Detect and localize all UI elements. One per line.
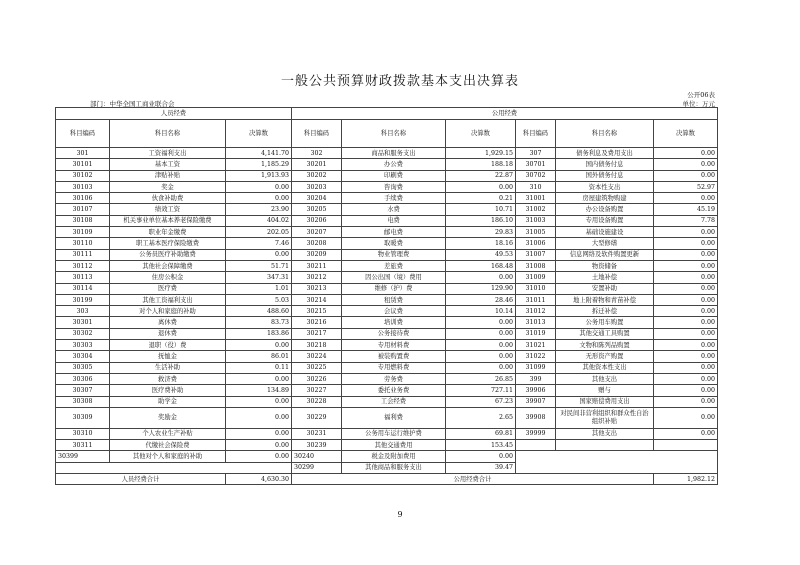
table-cell: 医疗费补助 (110, 385, 226, 396)
table-cell: 会议费 (342, 306, 446, 317)
table-cell: 退休费 (110, 328, 226, 339)
table-cell: 30107 (56, 204, 110, 215)
table-cell: 30206 (292, 215, 342, 226)
table-cell: 31099 (516, 362, 556, 373)
section-personnel: 人员经费 (56, 108, 292, 120)
table-cell: 31010 (516, 283, 556, 294)
table-cell: 67.23 (446, 396, 516, 407)
header-code: 科目编码 (56, 120, 110, 148)
table-cell: 30304 (56, 351, 110, 362)
table-cell: 印刷费 (342, 170, 446, 181)
table-cell: 30212 (292, 272, 342, 283)
table-cell: 0.00 (654, 407, 718, 428)
table-cell: 0.00 (446, 181, 516, 192)
table-cell: 30227 (292, 385, 342, 396)
table-cell: 30217 (292, 328, 342, 339)
table-row (56, 306, 718, 317)
public-total-label: 公用经费合计 (292, 474, 654, 485)
table-row (56, 193, 718, 204)
table-cell: 307 (516, 148, 556, 159)
table-cell: 52.97 (654, 181, 718, 192)
table-cell: 劳务费 (342, 373, 446, 384)
table-cell: 0.00 (226, 451, 292, 462)
table-cell: 39.47 (446, 462, 516, 473)
table-cell: 302 (292, 148, 342, 159)
table-cell: 公务用车运行维护费 (342, 428, 446, 439)
table-cell: 30239 (292, 440, 342, 451)
table-cell: 退职（役）费 (110, 340, 226, 351)
table-cell: 31012 (516, 306, 556, 317)
table-row (56, 451, 718, 462)
table-cell: 4,141.70 (226, 148, 292, 159)
table-cell: 69.81 (446, 428, 516, 439)
table-cell: 物资储备 (556, 260, 654, 271)
table-cell: 助学金 (110, 396, 226, 407)
table-cell: 0.00 (654, 306, 718, 317)
table-cell: 土地补偿 (556, 272, 654, 283)
page-number: 9 (397, 510, 403, 519)
header-code: 科目编码 (292, 120, 342, 148)
table-cell: 30111 (56, 249, 110, 260)
table-cell: 153.45 (446, 440, 516, 451)
table-row (56, 249, 718, 260)
table-cell: 0.00 (654, 317, 718, 328)
table-cell: 0.00 (654, 328, 718, 339)
table-cell: 咨询费 (342, 181, 446, 192)
table-cell: 30213 (292, 283, 342, 294)
table-cell: 大型修缮 (556, 238, 654, 249)
table-cell: 其他交通费用 (342, 440, 446, 451)
section-public: 公用经费 (292, 108, 718, 120)
table-cell: 30226 (292, 373, 342, 384)
table-cell: 30701 (516, 159, 556, 170)
table-cell: 39999 (516, 428, 556, 439)
table-cell: 委托业务费 (342, 385, 446, 396)
table-cell: 30311 (56, 440, 110, 451)
table-cell: 30299 (292, 462, 342, 473)
expenditure-table (55, 107, 718, 485)
table-cell: 工会经费 (342, 396, 446, 407)
table-cell: 0.00 (654, 351, 718, 362)
table-cell: 30224 (292, 351, 342, 362)
header-name: 科目名称 (342, 120, 446, 148)
table-cell: 31002 (516, 204, 556, 215)
table-cell: 30309 (56, 407, 110, 428)
table-cell: 安置补助 (556, 283, 654, 294)
table-cell: 30231 (292, 428, 342, 439)
table-row (56, 328, 718, 339)
table-cell: 30208 (292, 238, 342, 249)
table-cell (556, 440, 654, 451)
table-cell: 301 (56, 148, 110, 159)
table-cell: 303 (56, 306, 110, 317)
table-cell: 45.19 (654, 204, 718, 215)
table-cell: 0.00 (654, 373, 718, 384)
table-cell: 0.00 (654, 170, 718, 181)
table-cell: 基本工资 (110, 159, 226, 170)
table-cell: 30114 (56, 283, 110, 294)
table-row (56, 148, 718, 159)
table-row (56, 204, 718, 215)
table-cell: 0.11 (226, 362, 292, 373)
table-row (56, 440, 718, 451)
table-cell: 30228 (292, 396, 342, 407)
table-cell: 0.00 (446, 340, 516, 351)
table-cell: 30218 (292, 340, 342, 351)
table-cell: 其他对个人和家庭的补助 (110, 451, 226, 462)
table-cell: 30108 (56, 215, 110, 226)
header-amount: 决算数 (654, 120, 718, 148)
table-cell: 文物和陈列品购置 (556, 340, 654, 351)
unit-label: 单位：万元 (682, 100, 715, 108)
table-cell: 7.46 (226, 238, 292, 249)
table-cell: 30201 (292, 159, 342, 170)
table-cell: 津贴补贴 (110, 170, 226, 181)
table-cell: 30216 (292, 317, 342, 328)
table-cell: 医疗费 (110, 283, 226, 294)
table-cell: 10.14 (446, 306, 516, 317)
table-cell: 离休费 (110, 317, 226, 328)
table-cell: 其他社会保障缴费 (110, 260, 226, 271)
table-cell: 职业年金缴费 (110, 227, 226, 238)
table-cell: 职工基本医疗保险缴费 (110, 238, 226, 249)
table-cell: 国家赔偿费用支出 (556, 396, 654, 407)
table-cell: 30103 (56, 181, 110, 192)
table-cell: 31005 (516, 227, 556, 238)
table-cell: 债务利息及费用支出 (556, 148, 654, 159)
table-cell: 电费 (342, 215, 446, 226)
personnel-total-label: 人员经费合计 (56, 474, 226, 485)
table-cell: 商品和服务支出 (342, 148, 446, 159)
table-cell: 公务接待费 (342, 328, 446, 339)
table-cell: 资本性支出 (556, 181, 654, 192)
table-cell: 赠与 (556, 385, 654, 396)
table-row (56, 407, 718, 428)
table-cell: 31001 (516, 193, 556, 204)
table-cell: 税金及附加费用 (342, 451, 446, 462)
table-row (56, 340, 718, 351)
form-number: 公开06表 (687, 91, 715, 99)
table-cell: 0.00 (226, 428, 292, 439)
table-cell: 0.00 (446, 362, 516, 373)
table-cell: 22.87 (446, 170, 516, 181)
table-cell: 福利费 (342, 407, 446, 428)
table-cell: 工资福利支出 (110, 148, 226, 159)
table-cell: 救济费 (110, 373, 226, 384)
table-cell: 0.00 (654, 396, 718, 407)
table-cell: 公务用车购置 (556, 317, 654, 328)
table-cell: 0.00 (226, 407, 292, 428)
personnel-total-value: 4,630.30 (226, 474, 292, 485)
table-cell: 0.00 (654, 294, 718, 305)
table-cell: 30229 (292, 407, 342, 428)
table-cell: 国内债务付息 (556, 159, 654, 170)
table-cell: 31008 (516, 260, 556, 271)
table-cell: 0.00 (654, 362, 718, 373)
table-cell: 其他支出 (556, 428, 654, 439)
section-header-row (56, 108, 718, 120)
table-cell: 30209 (292, 249, 342, 260)
table-cell: 31011 (516, 294, 556, 305)
table-cell: 30204 (292, 193, 342, 204)
table-cell: 0.00 (446, 272, 516, 283)
table-cell: 26.85 (446, 373, 516, 384)
table-cell: 727.11 (446, 385, 516, 396)
table-cell: 399 (516, 373, 556, 384)
table-cell: 129.90 (446, 283, 516, 294)
table-cell: 30301 (56, 317, 110, 328)
table-cell: 30307 (56, 385, 110, 396)
table-cell: 30109 (56, 227, 110, 238)
table-cell: 18.16 (446, 238, 516, 249)
table-cell: 0.00 (446, 451, 516, 462)
table-row (56, 238, 718, 249)
header-code: 科目编码 (516, 120, 556, 148)
table-cell: 房屋建筑物购建 (556, 193, 654, 204)
table-row (56, 159, 718, 170)
table-cell: 30215 (292, 306, 342, 317)
table-cell: 30306 (56, 373, 110, 384)
table-row (56, 351, 718, 362)
table-row (56, 373, 718, 384)
table-cell: 488.60 (226, 306, 292, 317)
table-cell: 代缴社会保险费 (110, 440, 226, 451)
table-cell: 对个人和家庭的补助 (110, 306, 226, 317)
public-total-value: 1,982.12 (654, 474, 718, 485)
table-cell (516, 440, 556, 451)
table-cell: 31022 (516, 351, 556, 362)
table-cell: 31003 (516, 215, 556, 226)
table-cell: 0.00 (654, 227, 718, 238)
table-cell: 奖励金 (110, 407, 226, 428)
table-cell: 30102 (56, 170, 110, 181)
table-cell: 生活补助 (110, 362, 226, 373)
table-cell: 物业管理费 (342, 249, 446, 260)
table-row (56, 385, 718, 396)
table-cell: 188.18 (446, 159, 516, 170)
table-cell: 202.05 (226, 227, 292, 238)
table-cell: 30110 (56, 238, 110, 249)
table-cell: 住房公积金 (110, 272, 226, 283)
table-cell: 30702 (516, 170, 556, 181)
table-cell: 0.00 (654, 283, 718, 294)
table-cell: 28.46 (446, 294, 516, 305)
table-cell: 0.00 (226, 181, 292, 192)
table-cell: 31021 (516, 340, 556, 351)
table-row (56, 215, 718, 226)
table-cell: 1,913.93 (226, 170, 292, 181)
table-cell: 30303 (56, 340, 110, 351)
table-cell: 168.48 (446, 260, 516, 271)
table-cell: 0.21 (446, 193, 516, 204)
table-cell: 30199 (56, 294, 110, 305)
table-cell: 31013 (516, 317, 556, 328)
table-cell: 29.83 (446, 227, 516, 238)
table-cell: 5.03 (226, 294, 292, 305)
table-cell: 30203 (292, 181, 342, 192)
table-cell: 专用设备购置 (556, 215, 654, 226)
table-cell: 其他工资福利支出 (110, 294, 226, 305)
department-label: 部门：中华全国工商业联合会 (90, 100, 175, 108)
table-cell: 办公费 (342, 159, 446, 170)
header-name: 科目名称 (110, 120, 226, 148)
table-cell: 30240 (292, 451, 342, 462)
table-row (56, 396, 718, 407)
table-cell: 30308 (56, 396, 110, 407)
table-row (56, 272, 718, 283)
table-cell: 30101 (56, 159, 110, 170)
table-cell: 因公出国（境）费用 (342, 272, 446, 283)
table-cell: 办公设备购置 (556, 204, 654, 215)
table-cell: 0.00 (654, 260, 718, 271)
table-cell: 10.71 (446, 204, 516, 215)
table-cell: 机关事业单位基本养老保险缴费 (110, 215, 226, 226)
table-cell: 培训费 (342, 317, 446, 328)
table-cell: 伙食补助费 (110, 193, 226, 204)
table-cell: 水费 (342, 204, 446, 215)
table-cell: 0.00 (654, 148, 718, 159)
table-cell: 0.00 (446, 317, 516, 328)
table-row (56, 428, 718, 439)
table-cell: 2.65 (446, 407, 516, 428)
table-cell: 个人农业生产补贴 (110, 428, 226, 439)
table-cell: 31007 (516, 249, 556, 260)
table-row (56, 294, 718, 305)
table-cell: 30112 (56, 260, 110, 271)
table-cell: 39906 (516, 385, 556, 396)
table-cell: 30202 (292, 170, 342, 181)
page-title: 一般公共预算财政拨款基本支出决算表 (280, 74, 519, 89)
table-cell: 30302 (56, 328, 110, 339)
header-amount: 决算数 (446, 120, 516, 148)
table-row (56, 283, 718, 294)
table-cell: 310 (516, 181, 556, 192)
table-cell: 0.00 (446, 328, 516, 339)
table-cell: 其他资本性支出 (556, 362, 654, 373)
table-cell: 30214 (292, 294, 342, 305)
table-cell: 0.00 (654, 385, 718, 396)
table-cell: 0.00 (226, 340, 292, 351)
table-cell: 0.00 (226, 249, 292, 260)
header-amount: 决算数 (226, 120, 292, 148)
table-cell: 0.00 (654, 272, 718, 283)
table-row (56, 227, 718, 238)
table-cell: 0.00 (226, 373, 292, 384)
table-cell: 49.53 (446, 249, 516, 260)
totals-row (56, 474, 718, 485)
table-cell: 地上附着物和青苗补偿 (556, 294, 654, 305)
table-cell: 公务员医疗补助缴费 (110, 249, 226, 260)
table-cell: 30399 (56, 451, 110, 462)
column-header-row (56, 120, 718, 148)
table-cell: 基础设施建设 (556, 227, 654, 238)
table-cell: 31019 (516, 328, 556, 339)
table-cell: 邮电费 (342, 227, 446, 238)
table-cell: 租赁费 (342, 294, 446, 305)
table-cell: 347.31 (226, 272, 292, 283)
table-cell: 83.73 (226, 317, 292, 328)
table-cell: 其他支出 (556, 373, 654, 384)
table-cell: 其他交通工具购置 (556, 328, 654, 339)
table-cell: 拆迁补偿 (556, 306, 654, 317)
table-cell: 国外债务付息 (556, 170, 654, 181)
table-cell: 31009 (516, 272, 556, 283)
table-cell: 0.00 (226, 396, 292, 407)
table-row (56, 317, 718, 328)
table-cell: 专用燃料费 (342, 362, 446, 373)
table-cell: 0.00 (654, 249, 718, 260)
table-cell: 31006 (516, 238, 556, 249)
table-cell: 30310 (56, 428, 110, 439)
table-cell: 其他商品和服务支出 (342, 462, 446, 473)
table-cell: 1,185.29 (226, 159, 292, 170)
table-cell: 专用材料费 (342, 340, 446, 351)
table-cell: 奖金 (110, 181, 226, 192)
table-cell: 维修（护）费 (342, 283, 446, 294)
table-cell: 23.90 (226, 204, 292, 215)
table-cell: 39908 (516, 407, 556, 428)
table-cell: 30225 (292, 362, 342, 373)
table-cell: 30207 (292, 227, 342, 238)
table-row (56, 170, 718, 181)
table-cell: 0.00 (446, 351, 516, 362)
table-cell: 7.78 (654, 215, 718, 226)
table-cell: 0.00 (226, 440, 292, 451)
table-cell (516, 451, 718, 474)
table-row (56, 260, 718, 271)
table-cell (56, 462, 292, 473)
table-cell: 绩效工资 (110, 204, 226, 215)
table-cell: 86.01 (226, 351, 292, 362)
table-cell: 30106 (56, 193, 110, 204)
table-cell: 差旅费 (342, 260, 446, 271)
table-cell: 30205 (292, 204, 342, 215)
header-name: 科目名称 (556, 120, 654, 148)
table-cell: 404.02 (226, 215, 292, 226)
table-cell: 抚恤金 (110, 351, 226, 362)
table-cell: 对民间非营利组织和群众性自治组织补贴 (556, 407, 654, 428)
table-cell: 51.71 (226, 260, 292, 271)
table-cell: 被装购置费 (342, 351, 446, 362)
table-cell: 30211 (292, 260, 342, 271)
table-cell: 信息网络及软件购置更新 (556, 249, 654, 260)
table-row (56, 362, 718, 373)
table-cell: 0.00 (654, 193, 718, 204)
table-cell: 0.00 (654, 238, 718, 249)
table-row (56, 181, 718, 192)
table-cell: 手续费 (342, 193, 446, 204)
table-cell: 0.00 (654, 159, 718, 170)
table-cell: 1,929.15 (446, 148, 516, 159)
table-cell: 134.89 (226, 385, 292, 396)
table-cell: 0.00 (226, 193, 292, 204)
table-cell: 30305 (56, 362, 110, 373)
table-cell: 0.00 (654, 428, 718, 439)
table-cell: 183.86 (226, 328, 292, 339)
table-cell: 1.01 (226, 283, 292, 294)
table-cell (654, 440, 718, 451)
table-cell: 无形资产购置 (556, 351, 654, 362)
table-cell: 30113 (56, 272, 110, 283)
table-cell: 39907 (516, 396, 556, 407)
table-cell: 取暖费 (342, 238, 446, 249)
table-cell: 0.00 (654, 340, 718, 351)
table-cell: 186.10 (446, 215, 516, 226)
